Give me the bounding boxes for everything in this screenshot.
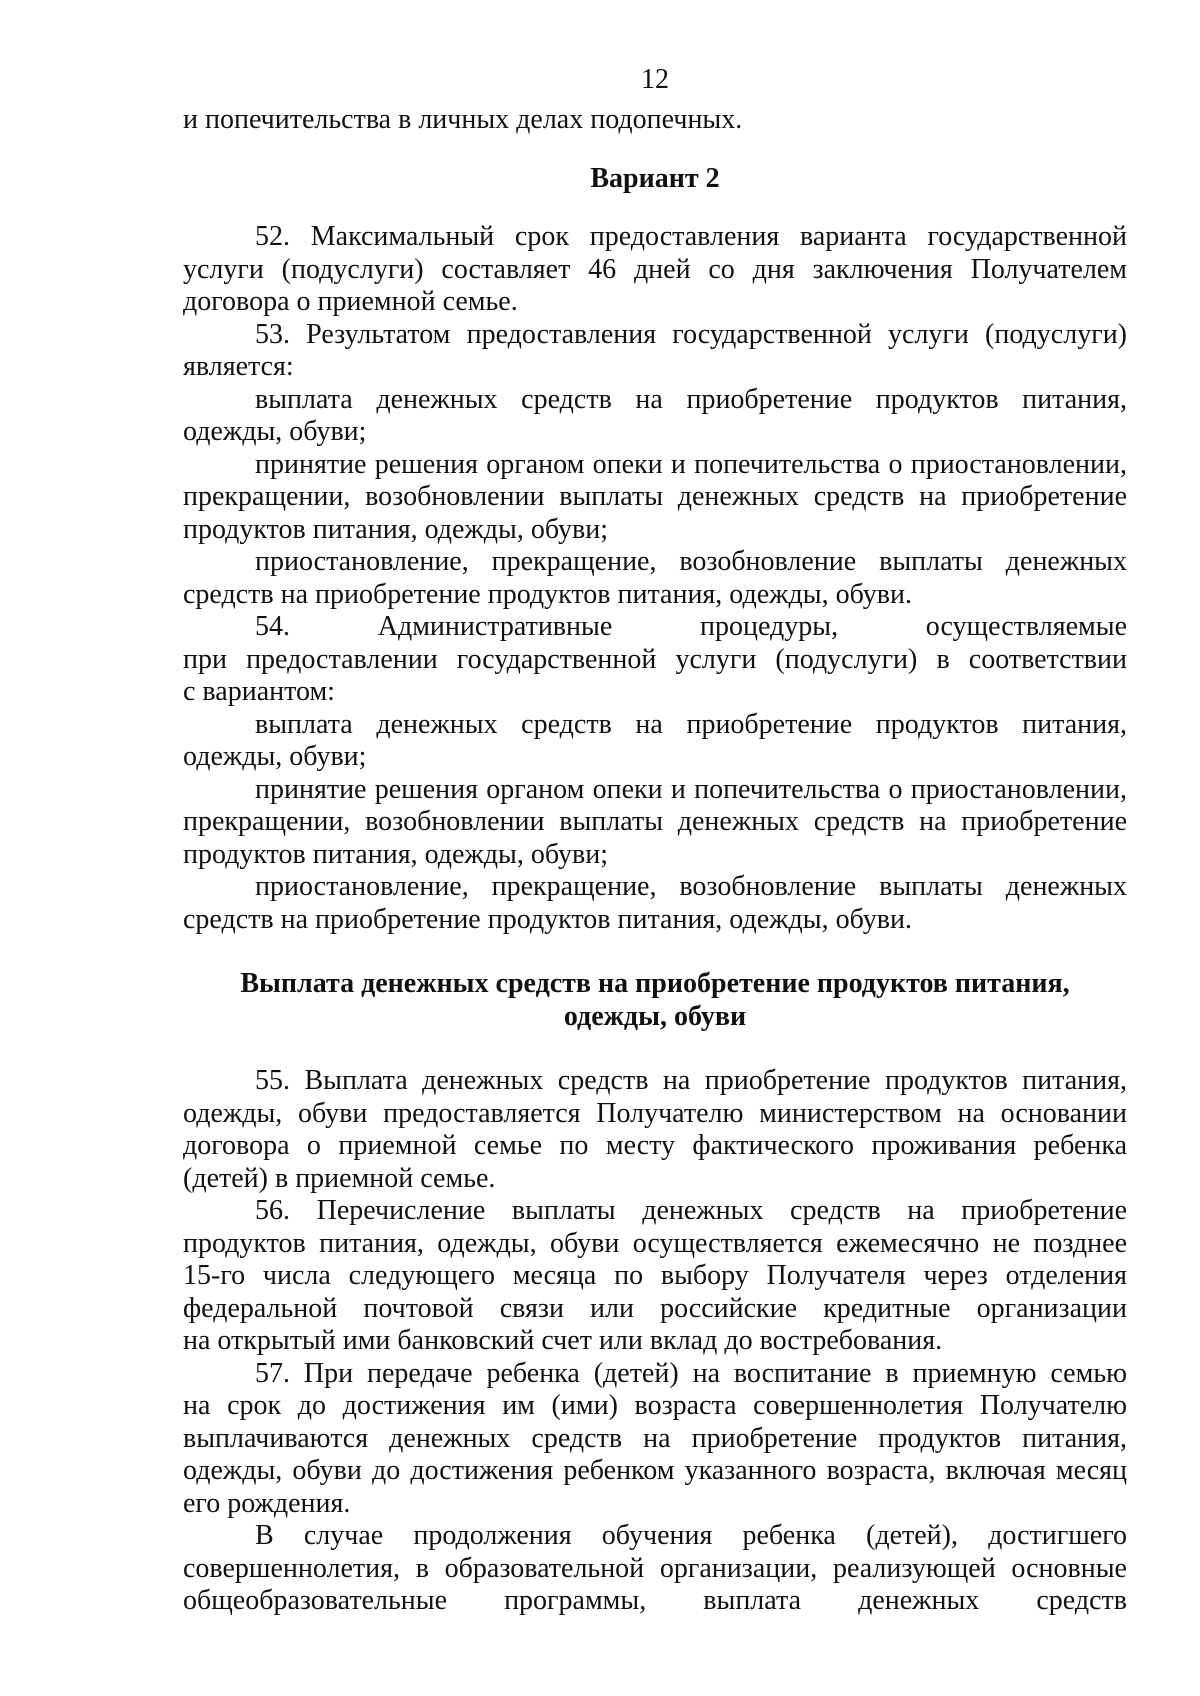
list-item-line: прекращении, возобновлении выплаты денежных средств на приобретение (183, 481, 1127, 512)
text-line: выплачиваются денежных средств на приобретение продуктов питания, (183, 1422, 1127, 1454)
list-item-line: одежды, обуви; (183, 741, 367, 772)
page-number: 12 (641, 64, 669, 95)
text-line: 57. При передаче ребенка (детей) на воспитание в приемную семью (255, 1357, 1127, 1389)
text-line: на срок до достижения им (ими) возраста совершеннолетия Получателю (183, 1390, 1127, 1421)
text-line: 56. Перечисление выплаты денежных средств на приобретение (255, 1195, 1127, 1226)
heading-line: Выплата денежных средств на приобретение продуктов питания, (240, 968, 1070, 999)
text-line: услуги (подуслуги) составляет 46 дней со дня заключения Получателем (183, 253, 1127, 285)
heading-line: одежды, обуви (563, 1000, 747, 1032)
paragraph-55 (183, 1065, 1127, 1195)
text-line: на открытый ими банковский счет или вклад до востребования. (183, 1325, 943, 1356)
paragraph-56 (183, 1195, 1127, 1358)
text-line: 54. Административные процедуры, осуществляемые (255, 611, 1127, 642)
list-item-line: приостановление, прекращение, возобновление выплаты денежных (255, 546, 1127, 577)
list-item-line: прекращении, возобновлении выплаты денежных средств на приобретение (183, 806, 1127, 837)
text-line: одежды, обуви до достижения ребенком указанного возраста, включая месяц (183, 1455, 1127, 1486)
text-line: совершеннолетия, в образовательной организации, реализующей основные (183, 1552, 1127, 1584)
document-page (183, 60, 1127, 1618)
text-line: договора о приемной семье по месту фактического проживания ребенка (183, 1130, 1127, 1161)
list-item-line: выплата денежных средств на приобретение продуктов питания, (255, 708, 1127, 740)
text-line: одежды, обуви предоставляется Получателю министерством на основании (183, 1097, 1127, 1129)
text-line: 53. Результатом предоставления государственной услуги (подуслуги) (255, 318, 1127, 350)
list-item-line: принятие решения органом опеки и попечительства о приостановлении, (255, 773, 1127, 805)
list-item-line: выплата денежных средств на приобретение продуктов питания, (255, 383, 1127, 415)
text-line: 55. Выплата денежных средств на приобретение продуктов питания, (255, 1065, 1127, 1096)
list-item-line: средств на приобретение продуктов питания, одежды, обуви. (183, 578, 912, 610)
text-line: 52. Максимальный срок предоставления варианта государственной (255, 221, 1127, 252)
text-line: его рождения. (183, 1487, 351, 1519)
list-item-line: продуктов питания, одежды, обуви; (183, 838, 609, 870)
list-item-line: приостановление, прекращение, возобновление выплаты денежных (255, 871, 1127, 902)
list-item-line: средств на приобретение продуктов питания, одежды, обуви. (183, 903, 912, 935)
text-line: В случае продолжения обучения ребенка (детей), достигшего (255, 1520, 1127, 1551)
intro-line: и попечительства в личных делах подопечных. (183, 104, 743, 135)
paragraph-57-continuation (183, 1520, 1127, 1618)
list-item-line: продуктов питания, одежды, обуви; (183, 513, 609, 545)
text-line: федеральной почтовой связи или российские кредитные организации (183, 1292, 1127, 1324)
text-line: договора о приемной семье. (183, 286, 518, 317)
list-item-line: одежды, обуви; (183, 416, 367, 447)
text-line: является: (183, 351, 294, 382)
paragraph-57 (183, 1358, 1127, 1521)
text-line: (детей) в приемной семье. (183, 1162, 496, 1194)
text-line: 15-го числа следующего месяца по выбору Получателя через отделения (183, 1260, 1127, 1291)
paragraph-54 (183, 611, 1127, 936)
text-line: при предоставлении государственной услуги (подуслуги) в соответствии (183, 643, 1127, 675)
list-item-line: принятие решения органом опеки и попечительства о приостановлении, (255, 448, 1127, 480)
paragraph-53 (183, 319, 1127, 612)
section-heading (183, 968, 1127, 1033)
text-line: с вариантом: (183, 676, 335, 707)
text-line: общеобразовательные программы, выплата денежных средств (183, 1585, 1127, 1616)
paragraph-52 (183, 221, 1127, 319)
text-line: продуктов питания, одежды, обуви осуществляется ежемесячно не позднее (183, 1227, 1127, 1259)
variant-title: Вариант 2 (590, 162, 720, 194)
